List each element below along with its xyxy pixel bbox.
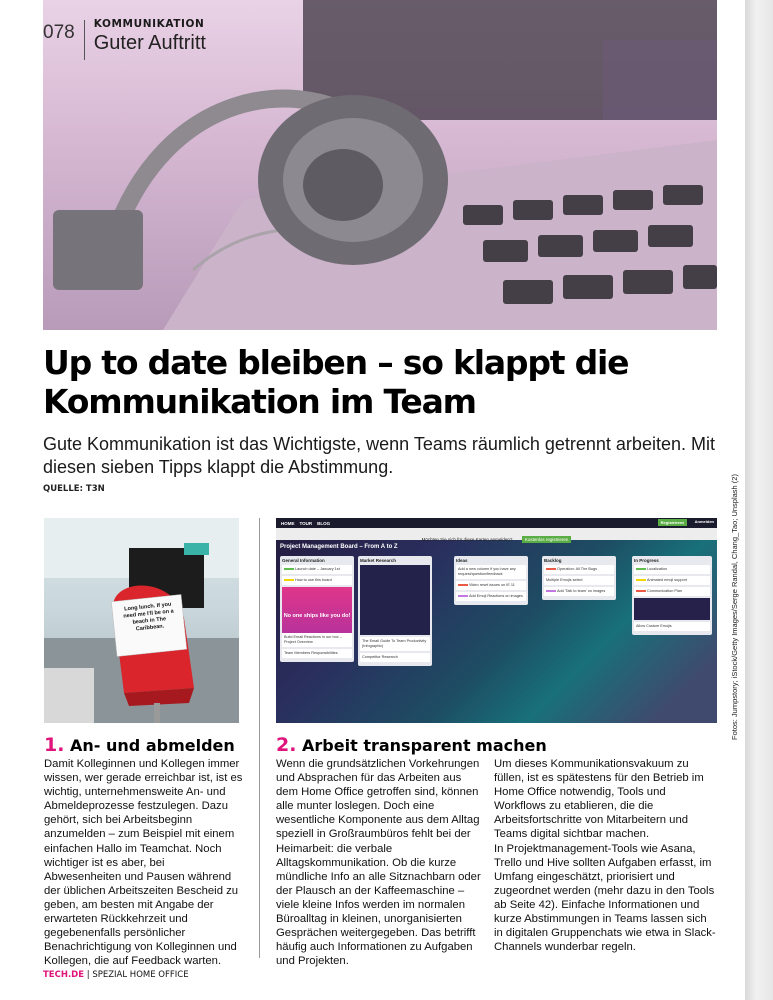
trello-list-market (358, 556, 432, 666)
trello-card-text: Competitor Research (362, 655, 398, 659)
trello-card-text: Localization (647, 567, 668, 571)
trello-list-general (280, 556, 354, 662)
trello-card (282, 633, 352, 647)
trello-list-in-progress (632, 556, 712, 635)
trello-banner (276, 528, 717, 540)
trello-card (544, 587, 614, 596)
trello-banner-text: Möchten Sie sich für diese Karten anmelden? (421, 537, 513, 542)
section-1-title: An- und abmelden (70, 736, 235, 755)
section-2-text-b2: In Projektmanagement-Tools wie Asana, Trello und Hive sollten Aufgaben erfasst, im Umfang eingeschätzt, priorisiert und zugeordnet werden (mehr dazu in den Tools ab Seite 42). Einfache Informationen und kurze Abstimmungen in Teams lassen sich in digitalen Gruppenchats wie etwa in Slack-Channels wunderbar regeln. (494, 842, 716, 954)
trello-list-title: General Information (282, 558, 325, 563)
trello-card (544, 576, 614, 585)
trello-card (634, 587, 710, 596)
trello-card (282, 565, 352, 574)
article-headline: Up to date bleiben – so klappt die Kommunikation im Team (43, 343, 629, 421)
section-2-body-col-b (494, 757, 716, 954)
chair-sign-text: Long lunch. If you need me I'll be on a beach in The Caribbean. (123, 601, 175, 633)
trello-card (360, 637, 430, 651)
trello-card-emoji-image (634, 598, 710, 620)
footer-brand-logo: TECH.DE (43, 970, 85, 980)
trello-card-text: The Email Guide To Team Productivity (Infographic) (362, 639, 427, 648)
trello-list-title: In Progress (634, 558, 659, 563)
section-1-text: Damit Kolleginnen und Kollegen immer wissen, wer gerade erreichbar ist, ist es wichtig, unternehmensweite An- und Abmeldeprozesse festzulegen. Dazu gehört, sich bei Arbeitsbeginn anzumelden – zum Beispiel mit einem einfachen Hallo im Teamchat. Noch wichtiger ist es aber, bei Abwesenheiten und Pausen während der üblichen Arbeitszeiten Bescheid zu geben, am besten mit Angabe der erwarteten Rückkehrzeit und gegebenenfalls persönlicher Benachrichtigung von Kolleginnen und Kollegen, die auf Feedback warten. (44, 758, 243, 968)
trello-board-title: Project Management Board – From A to Z (280, 544, 398, 550)
trello-card (456, 592, 526, 601)
trello-nav-tour: TOUR (299, 520, 313, 526)
trello-card (456, 565, 526, 579)
section-2-heading (276, 734, 547, 756)
trello-card (360, 653, 430, 662)
trello-list-ideas (454, 556, 528, 605)
section-1-heading (44, 734, 235, 756)
trello-card-rocket-image: No one ships like you do! (282, 587, 352, 633)
trello-board-screenshot (276, 518, 717, 723)
trello-card-text: Launch date – January 1st (295, 567, 340, 571)
trello-card (634, 622, 710, 631)
trello-card (634, 576, 710, 585)
trello-list-title: Backlog (544, 558, 562, 563)
trello-list-backlog (542, 556, 616, 600)
trello-card (544, 565, 614, 574)
trello-card-text: Operation: All The Bugs (557, 567, 598, 571)
section-kicker: KOMMUNIKATION (93, 18, 205, 30)
section-2-number: 2. (276, 734, 297, 756)
photo-red-chair (44, 518, 239, 723)
trello-card-text: Animated emoji support (647, 578, 687, 582)
section-2-title: Arbeit transparent machen (302, 736, 547, 755)
trello-nav (276, 518, 717, 528)
trello-card-text: Communication Plan (647, 589, 683, 593)
article-source: QUELLE: T3N (43, 484, 105, 494)
section-2-text-a: Wenn die grundsätzlichen Vorkehrungen und Absprachen für das Arbeiten aus dem Home Office getroffen sind, können alle munter loslegen. Doch eine wesentliche Komponente aus dem Alltag speziell in Großraumbüros fehlt bei der Heimarbeit: die verbale Alltagskommunikation. Ob die kurze mündliche Info an alle Sitznachbarn oder der Plausch an der Kaffeemaschine – viele kleine Infos werden im normalen Büroalltag in kleinen, unorganisierten Gesprächen weitergegeben. Das betrifft häufig auch Informationen zu Aufgaben und Projekten. (276, 758, 481, 968)
trello-card-text: Multiple Emojis select (546, 578, 583, 582)
trello-card (634, 565, 710, 574)
trello-list-title: Ideas (456, 558, 468, 563)
trello-card-text: Add Emoji Reactions on images (469, 594, 523, 598)
footer-text: | SPEZIAL HOME OFFICE (86, 970, 189, 980)
header-divider (84, 20, 85, 60)
trello-card-infographic (360, 565, 430, 635)
page-footer (43, 970, 189, 980)
page-number: 078 (43, 22, 75, 43)
section-1-number: 1. (44, 734, 65, 756)
trello-signup-button: Registrieren (658, 519, 687, 526)
trello-list-title: Market Research (360, 558, 397, 563)
section-1-body (44, 757, 244, 968)
trello-card (282, 649, 352, 658)
trello-login-button: Anmelden (694, 519, 714, 524)
trello-card-text: Team Members Responsibilities (284, 651, 338, 655)
trello-card-text: Add a new column if you have any request/question/feedback (458, 567, 516, 576)
section-2-body-col-a (276, 757, 481, 968)
section-2-text-b1: Um dieses Kommunikationsvakuum zu füllen, ist es spätestens für den Betrieb im Home Office notwendig, Tools und Workflows zu etablieren, die die Arbeitsfortschritte von Mitarbeitern und Teams digital sichtbar machen. (494, 758, 704, 841)
page-edge (745, 0, 773, 1000)
trello-card-text: How to use this board (295, 578, 332, 582)
photo-credits: Fotos: Jumpstory; iStock/Getty Images/Serge Randal, Chang_Tao; Unsplash (2) (730, 474, 739, 740)
trello-nav-blog: BLOG (317, 520, 331, 526)
trello-card-text: Allow Custom Emojis (636, 624, 672, 628)
column-divider (259, 518, 260, 958)
trello-card (456, 581, 526, 590)
trello-card (282, 576, 352, 585)
trello-nav-home: HOME (281, 520, 295, 526)
section-title: Guter Auftritt (93, 32, 206, 54)
page-header (43, 18, 206, 64)
article-intro: Gute Kommunikation ist das Wichtigste, wenn Teams räumlich getrennt arbeiten. Mit diesen sieben Tipps klappt die Abstimmung. (43, 434, 715, 477)
trello-card-text: Video reset issues on IE 11 (469, 583, 515, 587)
trello-register-button: Kostenlos registrieren (522, 536, 572, 543)
trello-card-text: Build Email Reactions in our box – Project Overview (284, 635, 342, 644)
trello-card-text: Add 'Talk to team' on images (557, 589, 606, 593)
